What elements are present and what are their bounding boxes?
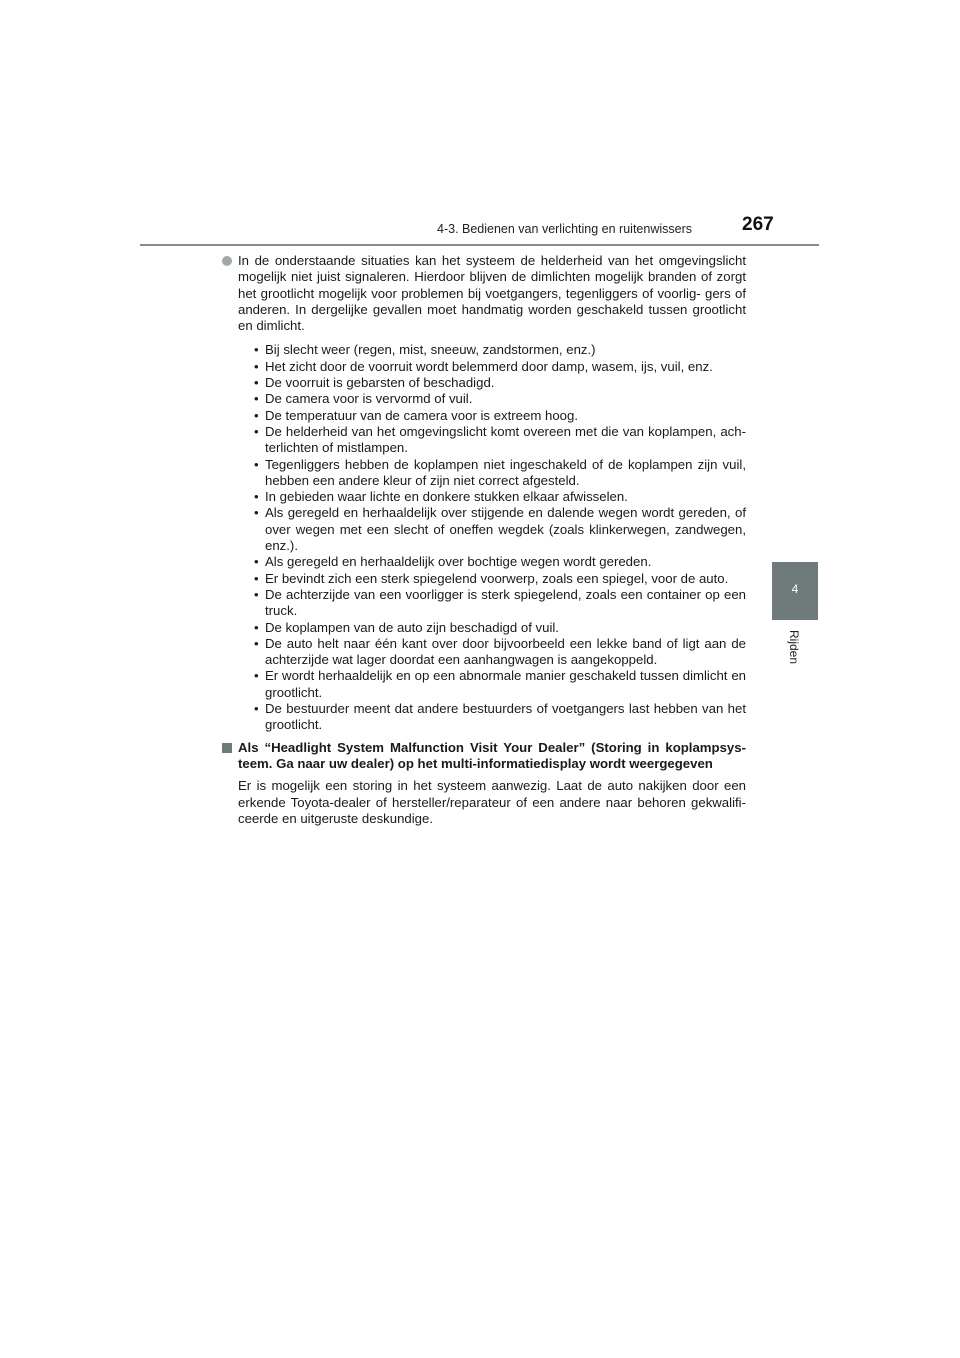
header-divider bbox=[140, 244, 819, 246]
list-item: • Als geregeld en herhaaldelijk over stijgende en dalende wegen wordt gereden, of over wegen met een slecht of oneffen wegdek (zoals klinkerwegen, zandwegen, enz.). bbox=[254, 505, 746, 554]
list-item: • De auto helt naar één kant over door bijvoorbeeld een lekke band of ligt aan de achterzijde wat lager doordat een aanhangwagen is aangekoppeld. bbox=[254, 636, 746, 669]
list-item: • De koplampen van de auto zijn beschadigd of vuil. bbox=[254, 620, 746, 636]
page-content bbox=[222, 253, 746, 827]
section-body: Er is mogelijk een storing in het systeem aanwezig. Laat de auto nakijken door een erkende Toyota-dealer of hersteller/reparateur of een andere naar behoren gekwalifi- ceerde en uitgeruste deskundige. bbox=[238, 778, 746, 826]
running-header: 4-3. Bedienen van verlichting en ruitenwissers bbox=[437, 222, 692, 236]
chapter-number: 4 bbox=[791, 582, 799, 596]
list-item: • Bij slecht weer (regen, mist, sneeuw, zandstormen, enz.) bbox=[254, 342, 746, 358]
list-item: • Tegenliggers hebben de koplampen niet ingeschakeld of de koplampen zijn vuil, hebben een andere kleur of zijn niet correct afgesteld. bbox=[254, 457, 746, 490]
list-item: • In gebieden waar lichte en donkere stukken elkaar afwisselen. bbox=[254, 489, 746, 505]
list-item: • De helderheid van het omgevingslicht komt overeen met die van koplampen, ach- terlichten of mistlampen. bbox=[254, 424, 746, 457]
condition-list bbox=[254, 342, 746, 733]
note-block bbox=[222, 253, 746, 734]
section-heading bbox=[222, 740, 746, 773]
list-item: • Er wordt herhaaldelijk en op een abnormale manier geschakeld tussen dimlicht en grootlicht. bbox=[254, 668, 746, 701]
list-item: • Er bevindt zich een sterk spiegelend voorwerp, zoals een spiegel, voor de auto. bbox=[254, 571, 746, 587]
list-item: • De camera voor is vervormd of vuil. bbox=[254, 391, 746, 407]
list-item: • De achterzijde van een voorligger is sterk spiegelend, zoals een container op een truck. bbox=[254, 587, 746, 620]
list-item: • De bestuurder meent dat andere bestuurders of voetgangers last hebben van het grootlicht. bbox=[254, 701, 746, 734]
note-bullet-icon bbox=[222, 256, 232, 266]
list-item: • Als geregeld en herhaaldelijk over bochtige wegen wordt gereden. bbox=[254, 554, 746, 570]
list-item: • Het zicht door de voorruit wordt belemmerd door damp, wasem, ijs, vuil, enz. bbox=[254, 359, 746, 375]
section-heading-text: Als “Headlight System Malfunction Visit Your Dealer” (Storing in koplampsys- teem. Ga naar uw dealer) op het multi-informatiedisplay wordt weergegeven bbox=[238, 739, 746, 771]
chapter-label-text: Rijden bbox=[787, 630, 801, 665]
list-item: • De temperatuur van de camera voor is extreem hoog. bbox=[254, 408, 746, 424]
section-square-icon bbox=[222, 743, 232, 753]
note-intro: In de onderstaande situaties kan het systeem de helderheid van het omgevingslicht mogelijk niet juist signaleren. Hierdoor blijven de dimlichten mogelijk branden of zorgt het grootlicht mogelijk voor problemen bij voetgangers, tegenliggers of voorlig- gers of anderen. In dergelijke gevallen moet handmatig worden geschakeld tussen grootlicht en dimlicht. bbox=[238, 253, 746, 334]
chapter-tab bbox=[772, 562, 818, 620]
list-item: • De voorruit is gebarsten of beschadigd. bbox=[254, 375, 746, 391]
chapter-label bbox=[780, 630, 810, 690]
page-number: 267 bbox=[742, 214, 774, 235]
